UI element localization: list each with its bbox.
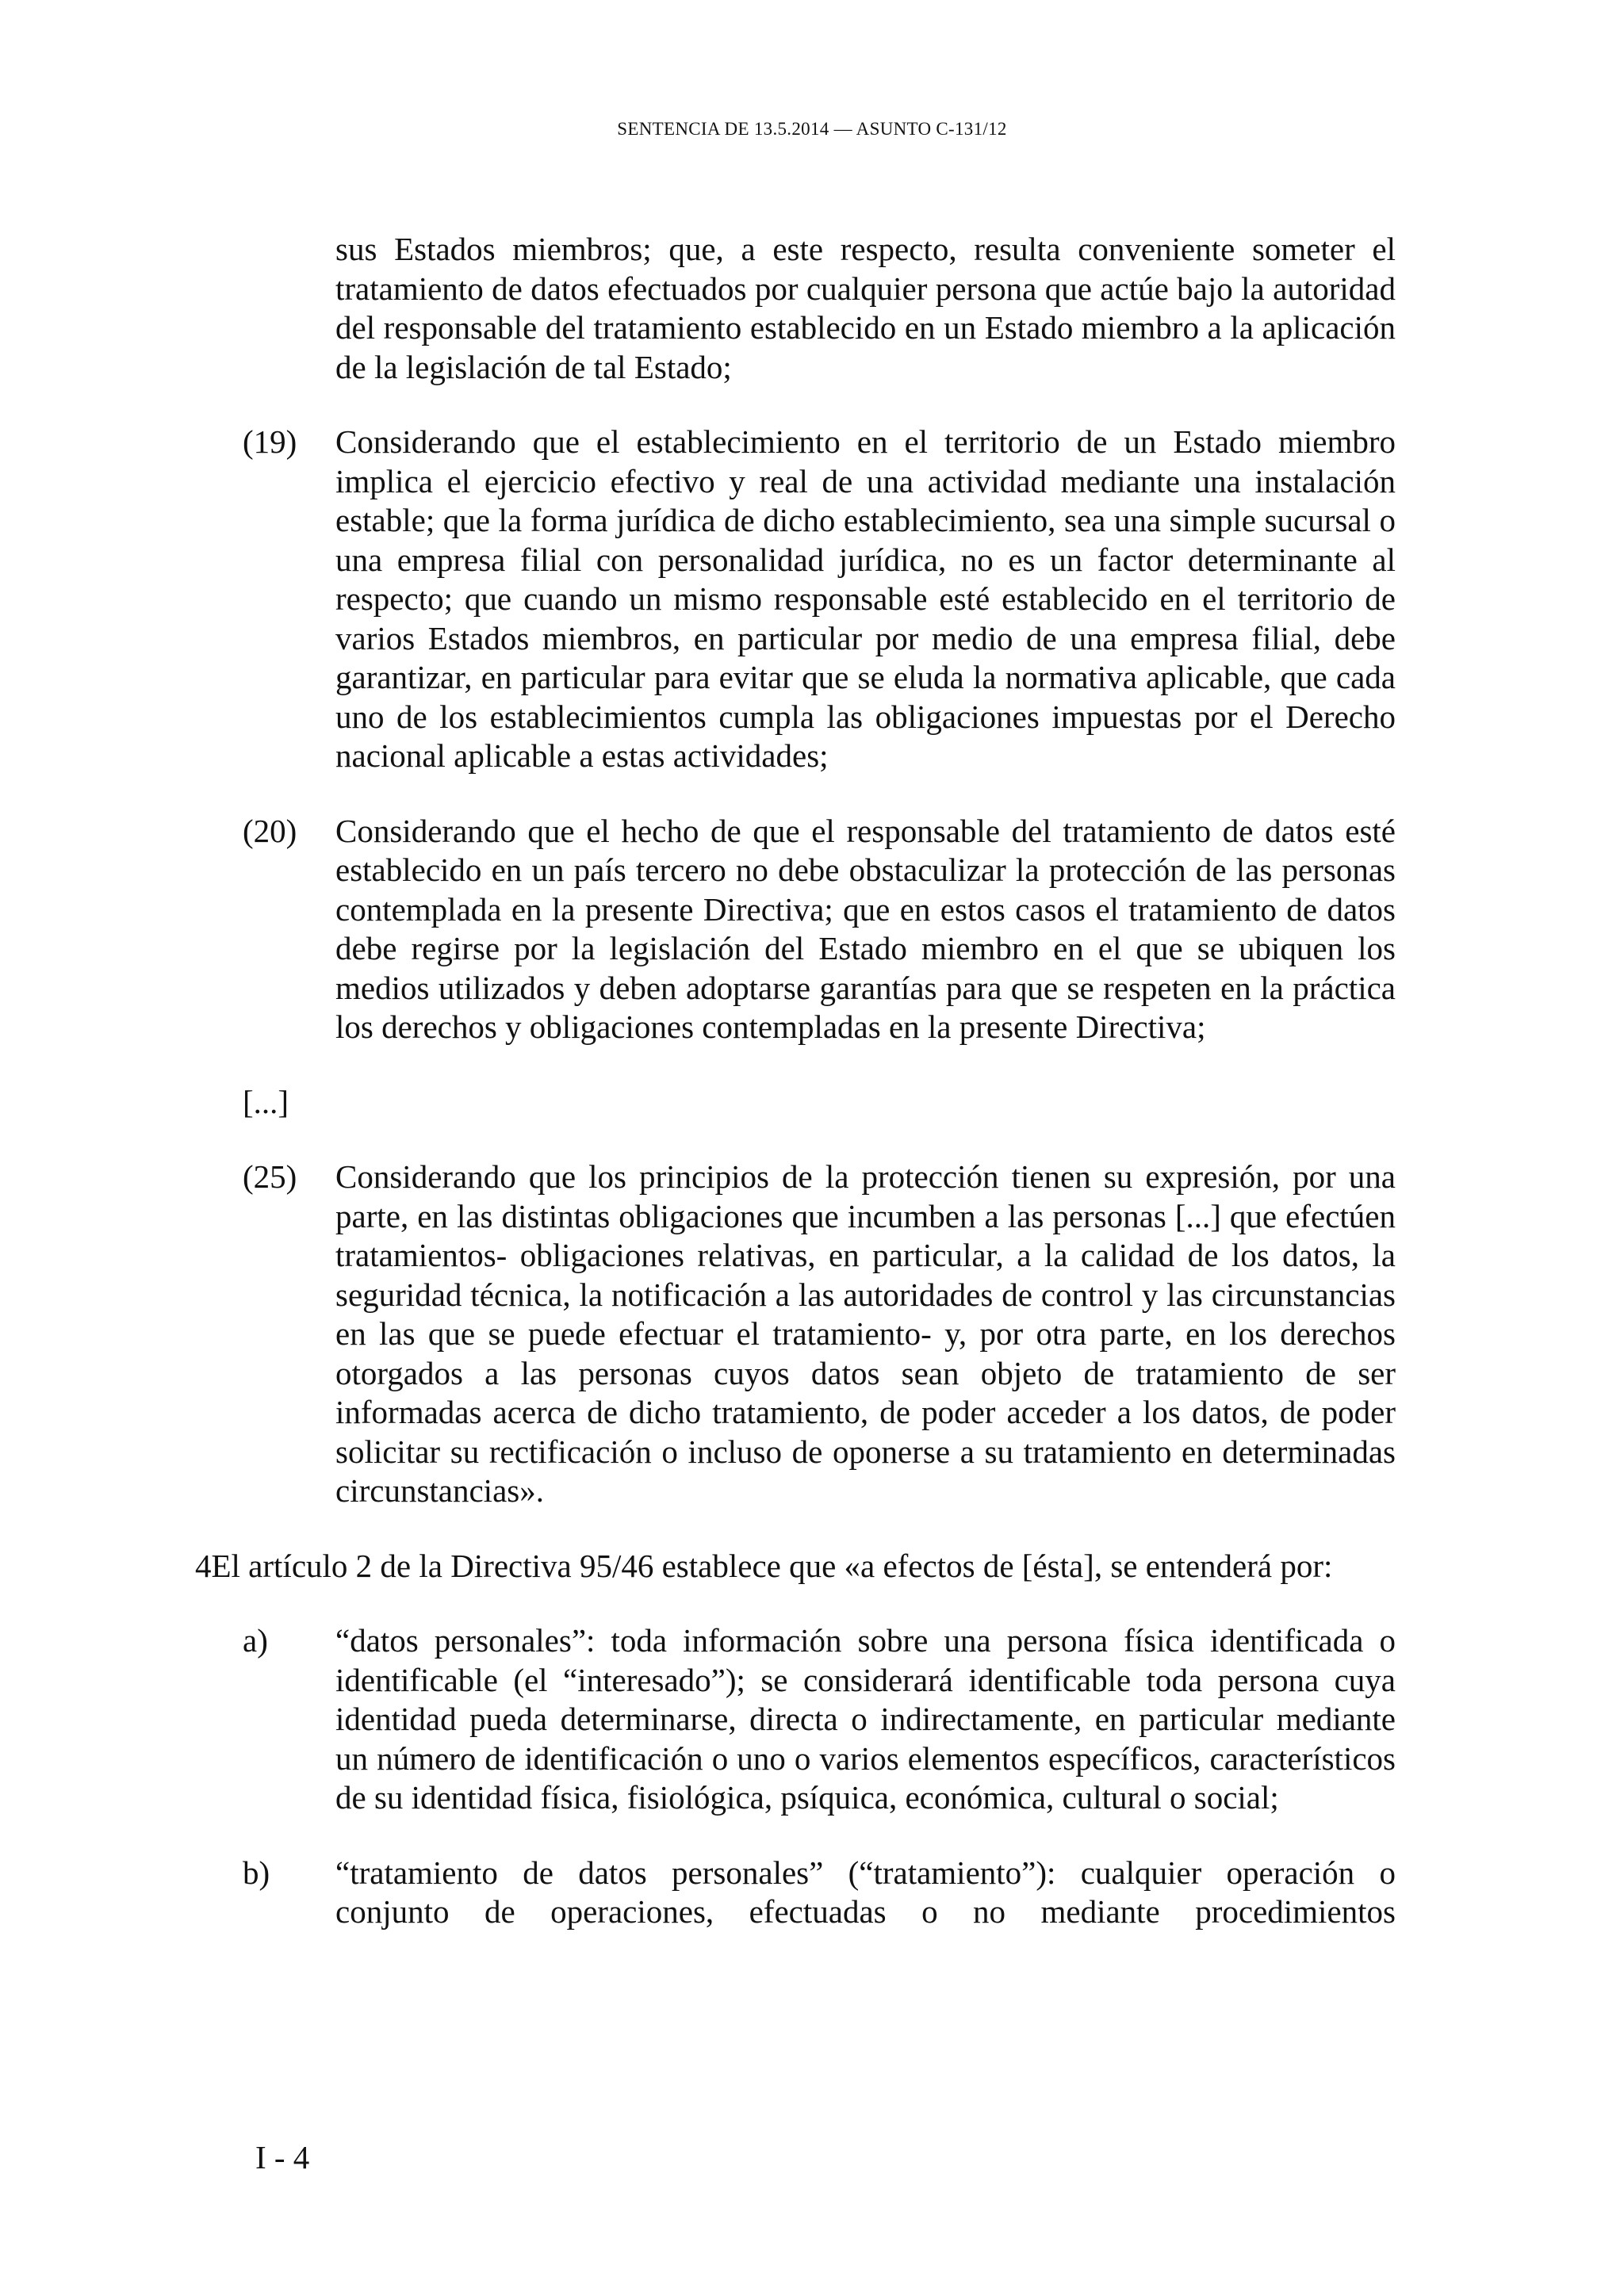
paragraph-continuation	[243, 230, 1396, 387]
definition-label: b)	[243, 1854, 270, 1891]
recital-number: (20)	[243, 812, 297, 849]
recital-19	[243, 423, 1396, 776]
page-number: I - 4	[255, 2139, 310, 2175]
recital-text: Considerando que el establecimiento en el territorio de un Estado miembro implica el ejercicio efectivo y real de una actividad mediante una instalación estable; que la forma jurídica de dicho establecimiento, sea una simple sucursal o una empresa filial con personalidad jurídica, no es un factor determinante al respecto; que cuando un mismo responsable esté establecido en el territorio de varios Estados miembros, en particular por medio de una empresa filial, debe garantizar, en particular para evitar que se eluda la normativa aplicable, que cada uno de los establecimientos cumpla las obligaciones impuestas por el Derecho nacional aplicable a estas actividades;	[335, 423, 1396, 774]
definition-b	[243, 1854, 1396, 1932]
recital-number: (19)	[243, 423, 297, 460]
point-text: El artículo 2 de la Directiva 95/46 establece que «a efectos de [ésta], se entenderá por:	[211, 1547, 1333, 1584]
paragraph-text: sus Estados miembros; que, a este respecto, resulta conveniente someter el tratamiento de datos efectuados por cualquier persona que actúe bajo la autoridad del responsable del tratamiento establecido en un Estado miembro a la aplicación de la legislación de tal Estado;	[335, 231, 1396, 385]
definition-label: a)	[243, 1622, 268, 1659]
recital-20	[243, 812, 1396, 1047]
point-4	[195, 1547, 1396, 1586]
definition-text: “datos personales”: toda información sobre una persona física identificada o identificable (el “interesado”); se considerará identificable toda persona cuya identidad pueda determinarse, directa o indirectamente, en particular mediante un número de identificación o uno o varios elementos específicos, característicos de su identidad física, fisiológica, psíquica, económica, cultural o social;	[335, 1622, 1396, 1816]
recital-text: Considerando que el hecho de que el responsable del tratamiento de datos esté establecido en un país tercero no debe obstaculizar la protección de las personas contemplada en la presente Directiva; que en estos casos el tratamiento de datos debe regirse por la legislación del Estado miembro en el que se ubiquen los medios utilizados y deben adoptarse garantías para que se respeten en la práctica los derechos y obligaciones contempladas en la presente Directiva;	[335, 812, 1396, 1045]
omission-marker	[243, 1083, 1396, 1123]
point-number: 4	[195, 1547, 212, 1584]
running-header: SENTENCIA DE 13.5.2014 — ASUNTO C-131/12	[617, 119, 1007, 139]
recital-25	[243, 1158, 1396, 1511]
recital-text: Considerando que los principios de la protección tienen su expresión, por una parte, en las distintas obligaciones que incumben a las personas [...] que efectúen tratamientos- obligaciones relativas, en particular, a la calidad de los datos, la seguridad técnica, la notificación a las autoridades de control y las circunstancias en las que se puede efectuar el tratamiento- y, por otra parte, en los derechos otorgados a las personas cuyos datos sean objeto de tratamiento de ser informadas acerca de dicho tratamiento, de poder acceder a los datos, de poder solicitar su rectificación o incluso de oponerse a su tratamiento en determinadas circunstancias».	[335, 1158, 1396, 1509]
page-body	[195, 230, 1396, 1932]
definition-a	[243, 1621, 1396, 1818]
omission-text: [...]	[243, 1083, 289, 1120]
definition-text: “tratamiento de datos personales” (“tratamiento”): cualquier operación o conjunto de operaciones, efectuadas o no mediante procedimientos	[335, 1854, 1396, 1930]
recital-number: (25)	[243, 1158, 297, 1195]
